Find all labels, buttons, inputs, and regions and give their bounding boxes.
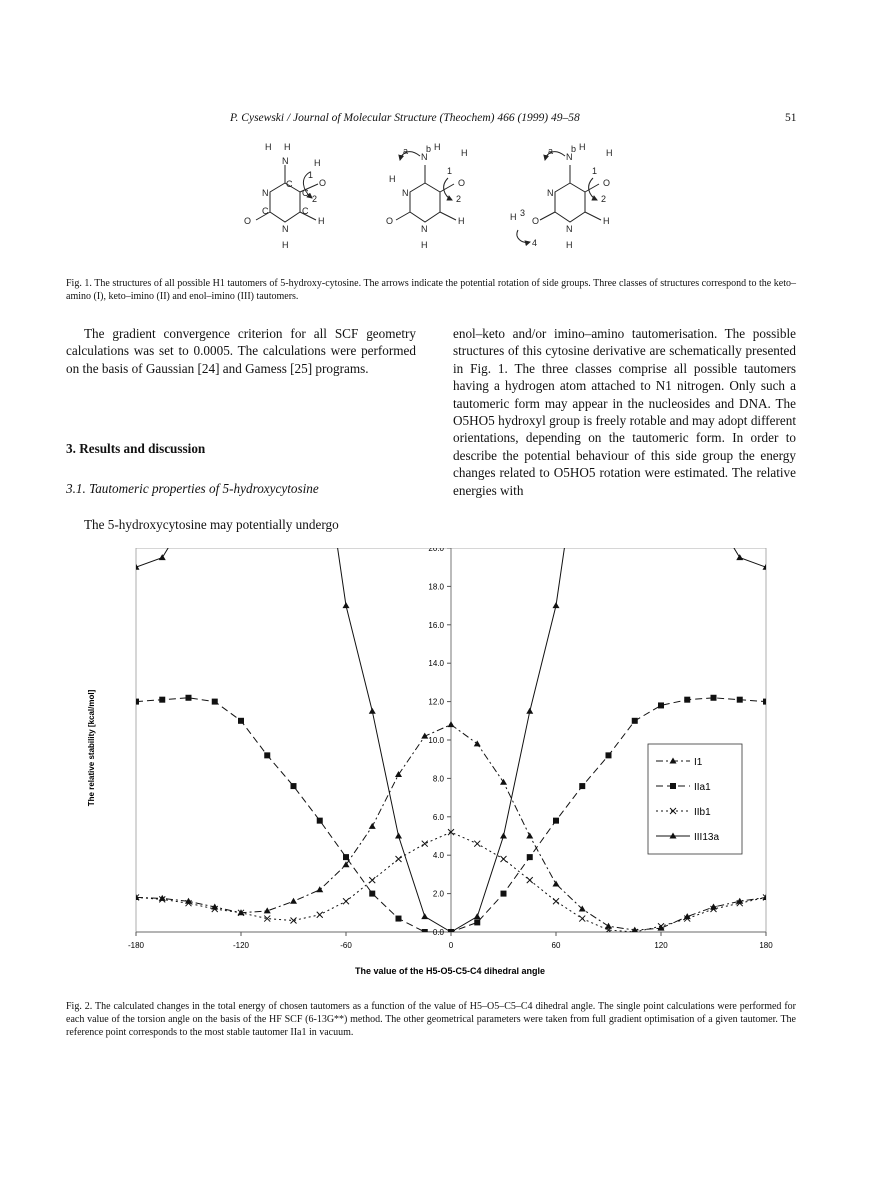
svg-text:N: N <box>282 224 289 234</box>
svg-text:O: O <box>458 178 466 188</box>
data-point-IIb1 <box>396 856 402 862</box>
svg-text:H: H <box>265 142 272 152</box>
svg-text:H: H <box>579 142 586 152</box>
y-tick-label: 18.0 <box>428 582 444 592</box>
subsection-heading: 3.1. Tautomeric properties of 5-hydroxycytosine <box>66 481 319 496</box>
x-tick-label: 180 <box>759 941 773 950</box>
svg-text:H: H <box>318 216 325 226</box>
svg-text:3: 3 <box>520 208 526 218</box>
data-point-IIa1 <box>317 818 323 824</box>
svg-text:H: H <box>389 174 396 184</box>
svg-text:H: H <box>458 216 465 226</box>
data-point-IIa1 <box>159 697 165 703</box>
y-axis-label: The relative stability [kcal/mol] <box>87 689 96 807</box>
svg-text:H: H <box>434 142 441 152</box>
data-point-IIa1 <box>133 699 139 705</box>
energy-chart <box>80 548 800 978</box>
svg-text:C: C <box>286 179 293 189</box>
y-tick-label: 0.0 <box>432 928 444 937</box>
data-point-I1 <box>369 823 376 829</box>
data-point-IIa1 <box>501 891 507 897</box>
svg-text:H: H <box>461 148 468 158</box>
paragraph-tautomer-description: enol–keto and/or imino–amino tautomerisation. The possible structures of this cytosine derivative are schematically presented in Fig. 1. The three classes comprise all possible tautomers having a hydrogen atom attached to N1 nitrogen. Only such a tautomeric form may appear in the nucleosides and DNA. The O5HO5 hydroxyl group is freely rotable and may adopt different orientations, depending on the tautomeric form. In order to describe the potential behaviour of this side group the energy changes related to O5HO5 rotation were estimated. The relative energies with <box>453 326 796 498</box>
series-line-III13a <box>722 548 766 567</box>
figure-2-chart <box>80 548 800 978</box>
svg-text:4: 4 <box>532 238 538 248</box>
svg-text:H: H <box>314 158 321 168</box>
svg-text:2: 2 <box>601 194 607 204</box>
paragraph-convergence: The gradient convergence criterion for all SCF geometry calculations was set to 0.0005. The calculations were performed on the basis of Gaussian [24] and Gamess [25] programs. <box>66 326 416 376</box>
data-point-I1 <box>343 861 350 867</box>
right-column <box>453 325 796 499</box>
data-point-I1 <box>290 898 297 904</box>
x-tick-label: 0 <box>448 941 454 950</box>
structures-drawing <box>240 138 660 263</box>
svg-text:N: N <box>421 224 428 234</box>
data-point-IIa1 <box>264 752 270 758</box>
data-point-IIb1 <box>474 841 480 847</box>
svg-text:2: 2 <box>456 194 462 204</box>
data-point-I1 <box>316 886 323 892</box>
data-point-I1 <box>553 881 560 887</box>
data-point-IIb1 <box>527 877 533 883</box>
data-point-IIb1 <box>422 841 428 847</box>
figure-2-caption: Fig. 2. The calculated changes in the total energy of chosen tautomers as a function of the value of H5–O5–C5–C4 dihedral angle. The single point calculations were performed for each value of the torsion angle on the basis of the HF SCF (6-13G**) method. The other geometrical parameters were taken from full gradient optimisation of a given tautomer. The reference point corresponds to the most stable tautomer IIa1 in vacuum. <box>66 1001 796 1038</box>
svg-text:b: b <box>426 144 432 154</box>
svg-text:N: N <box>421 152 428 162</box>
data-point-IIa1 <box>186 695 192 701</box>
y-tick-label: 10.0 <box>428 736 444 745</box>
x-axis-label: The value of the H5-O5-C5-C4 dihedral angle <box>354 966 546 976</box>
svg-text:2: 2 <box>312 194 318 204</box>
ring-2 <box>410 183 440 222</box>
data-point-IIa1 <box>212 699 218 705</box>
data-point-IIa1 <box>632 718 638 724</box>
data-point-III13a <box>395 833 402 839</box>
svg-text:H: H <box>606 148 613 158</box>
data-point-IIa1 <box>343 854 349 860</box>
data-point-IIb1 <box>579 916 585 922</box>
left-column-continued <box>66 516 416 533</box>
data-point-IIa1 <box>606 752 612 758</box>
svg-text:N: N <box>566 152 573 162</box>
svg-text:C: C <box>302 188 309 198</box>
y-tick-label: 16.0 <box>428 620 444 630</box>
svg-text:N: N <box>282 156 289 166</box>
journal-citation: P. Cysewski / Journal of Molecular Structure (Theochem) 466 (1999) 49–58 <box>230 112 580 124</box>
figure-1-structures <box>240 138 660 263</box>
legend-label: III13a <box>694 832 720 843</box>
svg-text:b: b <box>571 144 577 154</box>
data-point-IIa1 <box>527 854 533 860</box>
data-point-IIa1 <box>422 929 428 935</box>
data-point-I1 <box>448 721 455 727</box>
svg-text:H: H <box>284 142 291 152</box>
svg-text:H: H <box>566 240 573 250</box>
svg-text:N: N <box>262 188 269 198</box>
legend-label: IIb1 <box>694 807 711 818</box>
series-line-III13a <box>136 548 180 567</box>
data-point-III13a <box>526 708 533 714</box>
data-point-IIa1 <box>579 783 585 789</box>
y-tick-label: 4.0 <box>432 851 444 861</box>
svg-text:O: O <box>532 216 540 226</box>
x-tick-label: 120 <box>654 941 668 950</box>
svg-text:O: O <box>603 178 611 188</box>
data-point-IIa1 <box>553 818 559 824</box>
data-point-IIa1 <box>396 916 402 922</box>
figure-1-caption: Fig. 1. The structures of all possible H1 tautomers of 5-hydroxy-cytosine. The arrows indicate the potential rotation of side groups. Three classes of structures correspond to the keto–amino (I), keto–imino (II) and enol–imino (III) tautomers. <box>66 278 796 302</box>
svg-text:1: 1 <box>308 170 314 180</box>
data-point-III13a <box>553 602 560 608</box>
data-point-IIa1 <box>658 702 664 708</box>
svg-text:a: a <box>403 146 409 156</box>
data-point-III13a <box>343 602 350 608</box>
y-tick-label: 2.0 <box>432 889 444 899</box>
svg-text:H: H <box>510 212 517 222</box>
data-point-IIa1 <box>238 718 244 724</box>
data-point-IIa1 <box>474 919 480 925</box>
data-point-IIb1 <box>317 912 323 918</box>
y-tick-label: 12.0 <box>428 697 444 707</box>
data-point-III13a <box>736 554 743 560</box>
ring-1 <box>270 183 300 222</box>
data-point-IIa1 <box>369 891 375 897</box>
x-tick-label: -60 <box>340 941 352 950</box>
ring-3 <box>555 183 585 222</box>
data-point-IIa1 <box>737 697 743 703</box>
data-point-III13a <box>474 913 481 919</box>
y-tick-label: 20.0 <box>428 548 444 553</box>
data-point-IIa1 <box>684 697 690 703</box>
x-tick-label: -120 <box>232 941 250 950</box>
data-point-III13a <box>421 913 428 919</box>
data-point-IIa1 <box>291 783 297 789</box>
legend-marker <box>670 783 676 789</box>
data-point-IIb1 <box>553 898 559 904</box>
svg-text:O: O <box>244 216 252 226</box>
svg-text:O: O <box>319 178 327 188</box>
svg-text:1: 1 <box>447 166 453 176</box>
y-tick-label: 8.0 <box>432 774 444 784</box>
legend-label: IIa1 <box>694 782 711 793</box>
svg-text:N: N <box>547 188 554 198</box>
svg-text:H: H <box>282 240 289 250</box>
svg-text:N: N <box>402 188 409 198</box>
x-tick-label: -180 <box>127 941 145 950</box>
svg-text:C: C <box>302 206 309 216</box>
y-tick-label: 6.0 <box>432 812 444 822</box>
svg-text:1: 1 <box>592 166 598 176</box>
section-heading: 3. Results and discussion <box>66 441 206 456</box>
running-header <box>0 112 870 130</box>
data-point-IIa1 <box>711 695 717 701</box>
x-tick-label: 60 <box>551 941 561 950</box>
y-tick-label: 14.0 <box>428 659 444 669</box>
data-point-IIb1 <box>501 856 507 862</box>
left-column <box>66 325 416 377</box>
data-point-III13a <box>159 554 166 560</box>
svg-text:N: N <box>566 224 573 234</box>
svg-text:H: H <box>421 240 428 250</box>
data-point-I1 <box>526 833 533 839</box>
svg-text:C: C <box>262 206 269 216</box>
svg-text:H: H <box>603 216 610 226</box>
data-point-III13a <box>369 708 376 714</box>
data-point-IIb1 <box>369 877 375 883</box>
data-point-I1 <box>395 771 402 777</box>
data-point-I1 <box>500 779 507 785</box>
paragraph-tautomer-intro: The 5-hydroxycytosine may potentially undergo <box>84 517 339 532</box>
data-point-IIb1 <box>343 898 349 904</box>
data-point-I1 <box>474 740 481 746</box>
page-number: 51 <box>785 112 797 124</box>
data-point-III13a <box>500 833 507 839</box>
legend-label: I1 <box>694 757 703 768</box>
data-point-IIa1 <box>763 699 769 705</box>
svg-text:O: O <box>386 216 394 226</box>
svg-text:a: a <box>548 146 554 156</box>
